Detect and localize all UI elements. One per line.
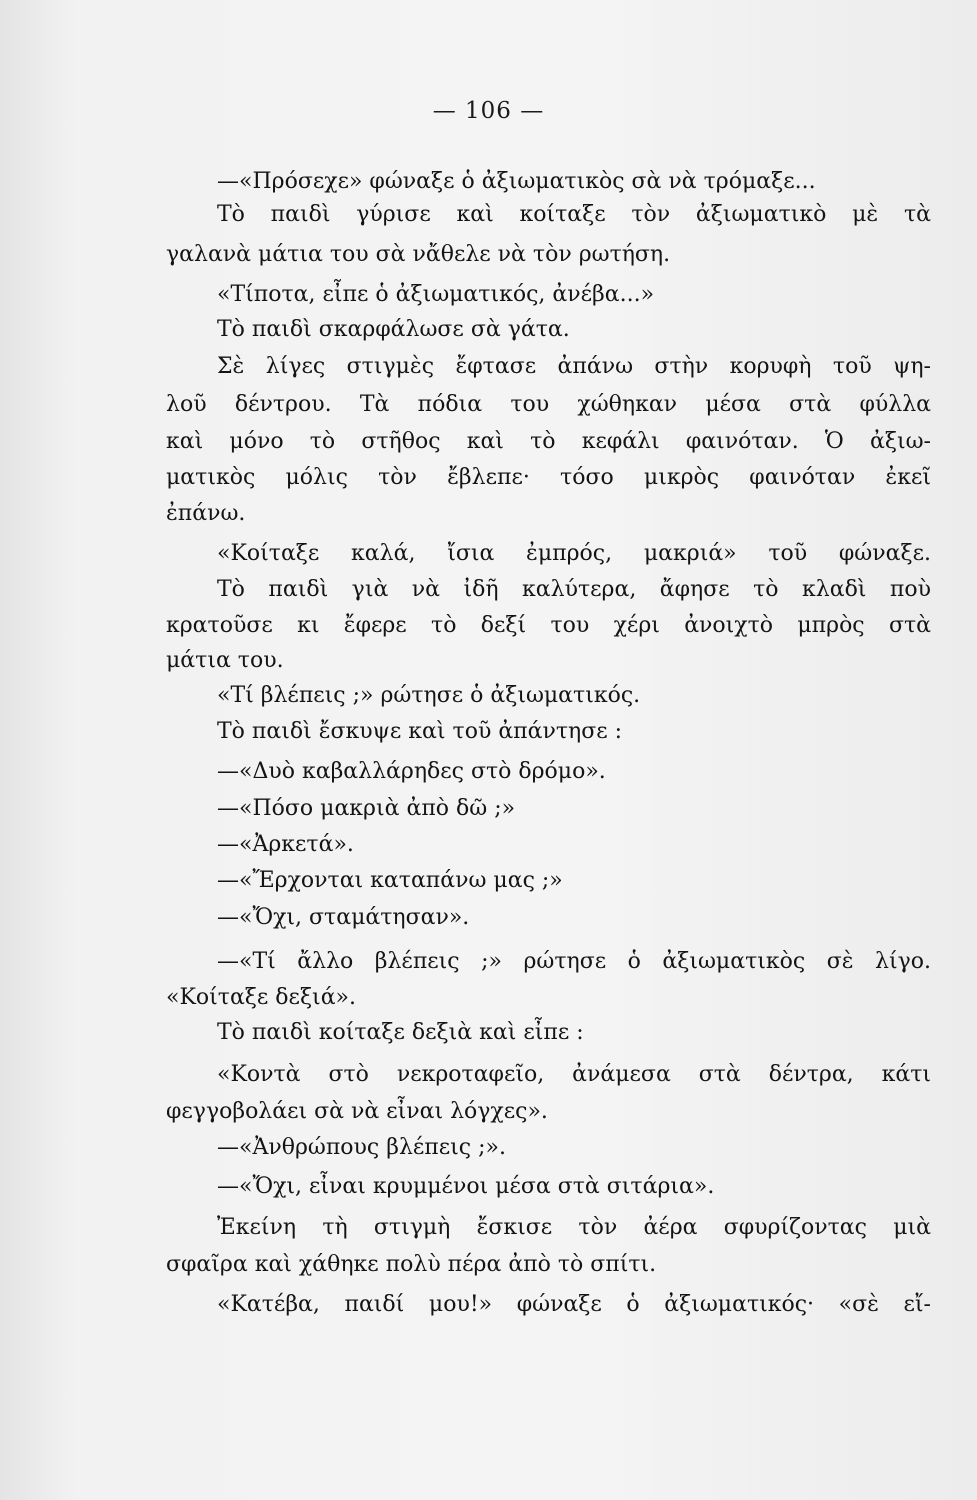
text-line: ἐπάνω. bbox=[166, 501, 246, 526]
text-line: —«Δυὸ καβαλλάρηδες στὸ δρόμο». bbox=[217, 759, 606, 784]
text-line: σφαῖρα καὶ χάθηκε πολὺ πέρα ἀπὸ τὸ σπίτι. bbox=[166, 1252, 657, 1277]
text-line: «Κοίταξε καλά, ἴσια ἐμπρός, μακριά» τοῦ φώναξε. bbox=[217, 541, 931, 566]
text-line: «Κοίταξε δεξιά». bbox=[166, 985, 356, 1010]
text-line: «Κατέβα, παιδί μου!» φώναξε ὁ ἀξιωματικός· «σὲ εἴ- bbox=[217, 1292, 931, 1317]
text-line: Τὸ παιδὶ κοίταξε δεξιὰ καὶ εἶπε : bbox=[217, 1020, 584, 1045]
text-line: Τὸ παιδὶ ἔσκυψε καὶ τοῦ ἀπάντησε : bbox=[217, 719, 623, 744]
text-line: Τὸ παιδὶ γιὰ νὰ ἰδῆ καλύτερα, ἄφησε τὸ κλαδὶ ποὺ bbox=[217, 577, 931, 602]
text-line: Σὲ λίγες στιγμὲς ἔφτασε ἀπάνω στὴν κορυφὴ τοῦ ψη- bbox=[217, 354, 931, 379]
text-line: —«Τί ἄλλο βλέπεις ;» ρώτησε ὁ ἀξιωματικὸς σὲ λίγο. bbox=[217, 949, 931, 974]
text-line: Ἐκείνη τὴ στιγμὴ ἔσκισε τὸν ἀέρα σφυρίζοντας μιὰ bbox=[217, 1215, 931, 1240]
text-line: —«Ἀρκετά». bbox=[217, 832, 354, 857]
text-line: ματικὸς μόλις τὸν ἔβλεπε· τόσο μικρὸς φαινόταν ἐκεῖ bbox=[166, 465, 931, 490]
text-line: «Τίποτα, εἶπε ὁ ἀξιωματικός, ἀνέβα...» bbox=[217, 282, 655, 307]
text-line: φεγγοβολάει σὰ νὰ εἶναι λόγχες». bbox=[166, 1099, 548, 1124]
text-line: —«Ἀνθρώπους βλέπεις ;». bbox=[217, 1135, 506, 1160]
page-number: — 106 — bbox=[432, 98, 545, 124]
text-line: γαλανὰ μάτια του σὰ νἄθελε νὰ τὸν ρωτήση. bbox=[166, 242, 671, 267]
text-line: —«Ὄχι, εἶναι κρυμμένοι μέσα στὰ σιτάρια». bbox=[217, 1174, 715, 1199]
text-line: Τὸ παιδὶ σκαρφάλωσε σὰ γάτα. bbox=[217, 317, 570, 342]
text-line: «Τί βλέπεις ;» ρώτησε ὁ ἀξιωματικός. bbox=[217, 683, 641, 708]
text-line: μάτια του. bbox=[166, 648, 284, 673]
text-line: κρατοῦσε κι ἔφερε τὸ δεξί του χέρι ἀνοιχτὸ μπρὸς στὰ bbox=[166, 613, 931, 638]
text-line: καὶ μόνο τὸ στῆθος καὶ τὸ κεφάλι φαινόταν. Ὁ ἀξιω- bbox=[166, 429, 931, 454]
text-line: —«Ἔρχονται καταπάνω μας ;» bbox=[217, 868, 563, 893]
text-line: —«Ὄχι, σταμάτησαν». bbox=[217, 905, 470, 930]
text-line: —«Πρόσεχε» φώναξε ὁ ἀξιωματικὸς σὰ νὰ τρόμαξε... bbox=[217, 169, 816, 194]
text-line: «Κοντὰ στὸ νεκροταφεῖο, ἀνάμεσα στὰ δέντρα, κάτι bbox=[217, 1062, 931, 1087]
text-line: λοῦ δέντρου. Τὰ πόδια του χώθηκαν μέσα στὰ φύλλα bbox=[166, 392, 931, 417]
text-line: Τὸ παιδὶ γύρισε καὶ κοίταξε τὸν ἀξιωματικὸ μὲ τὰ bbox=[217, 202, 931, 227]
text-line: —«Πόσο μακριὰ ἀπὸ δῶ ;» bbox=[217, 796, 516, 821]
